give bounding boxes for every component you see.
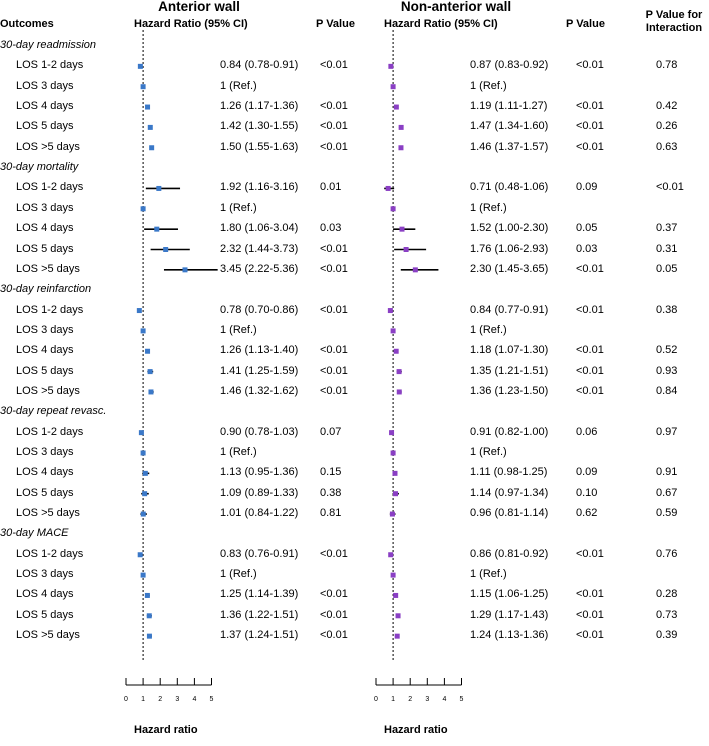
row-label: LOS 4 days [16, 588, 74, 601]
anterior-p-value: <0.01 [320, 344, 348, 357]
anterior-hr-text: 1.25 (1.14-1.39) [220, 588, 299, 601]
row-label: LOS 5 days [16, 486, 74, 499]
anterior-point-estimate [141, 328, 146, 333]
non-anterior-hr-text: 1.47 (1.34-1.60) [470, 120, 549, 133]
non-anterior-p-value: <0.01 [576, 547, 604, 560]
anterior-point-estimate [141, 84, 146, 89]
anterior-p-value: <0.01 [320, 384, 348, 397]
non-anterior-p-value: 0.06 [576, 425, 598, 438]
anterior-point-estimate [149, 145, 154, 150]
anterior-hr-text: 1.46 (1.32-1.62) [220, 384, 299, 397]
anterior-hr-text: 1.36 (1.22-1.51) [220, 608, 299, 621]
interaction-p-value: 0.78 [656, 59, 678, 72]
non-anterior-p-value: <0.01 [576, 588, 604, 601]
row-label: LOS >5 days [16, 384, 80, 397]
anterior-point-estimate [141, 573, 146, 578]
interaction-p-value: 0.67 [656, 486, 678, 499]
non-anterior-p-value: <0.01 [576, 629, 604, 642]
non-anterior-point-estimate [404, 247, 409, 252]
non-anterior-point-estimate [390, 512, 395, 517]
anterior-point-estimate [148, 389, 153, 394]
anterior-point-estimate [138, 552, 143, 557]
non-anterior-point-estimate [391, 451, 396, 456]
non-anterior-hr-text: 1.76 (1.06-2.93) [470, 242, 549, 255]
row-label: LOS >5 days [16, 629, 80, 642]
non-anterior-hr-text: 0.87 (0.83-0.92) [470, 59, 549, 72]
group-label: 30-day repeat revasc. [0, 405, 107, 418]
non-anterior-hr-text: 0.86 (0.81-0.92) [470, 547, 549, 560]
row-label: LOS 1-2 days [16, 303, 84, 316]
non-anterior-point-estimate [399, 227, 404, 232]
anterior-p-value: <0.01 [320, 629, 348, 642]
non-anterior-p-value: 0.09 [576, 466, 598, 479]
non-anterior-hr-text: 0.91 (0.82-1.00) [470, 425, 549, 438]
anterior-hr-text: 1 (Ref.) [220, 79, 257, 92]
non-anterior-x-tick-label: 0 [374, 696, 378, 703]
non-anterior-point-estimate [398, 145, 403, 150]
anterior-hr-text: 2.32 (1.44-3.73) [220, 242, 299, 255]
anterior-point-estimate [148, 125, 153, 130]
non-anterior-p-value: <0.01 [576, 120, 604, 133]
non-anterior-hr-text: 1.36 (1.23-1.50) [470, 384, 549, 397]
non-anterior-x-tick-label: 5 [459, 696, 464, 703]
non-anterior-hr-text: 0.71 (0.48-1.06) [470, 181, 549, 194]
anterior-hr-text: 1.92 (1.16-3.16) [220, 181, 299, 194]
non-anterior-hr-text: 1.15 (1.06-1.25) [470, 588, 549, 601]
non-anterior-hr-text: 1.18 (1.07-1.30) [470, 344, 549, 357]
group-label: 30-day readmission [0, 39, 96, 51]
non-anterior-p-value: <0.01 [576, 59, 604, 72]
non-anterior-hr-text: 1.29 (1.17-1.43) [470, 608, 549, 621]
non-anterior-hr-text: 0.96 (0.81-1.14) [470, 507, 549, 520]
anterior-hr-text: 1.42 (1.30-1.55) [220, 120, 299, 133]
row-label: LOS 5 days [16, 120, 74, 133]
non-anterior-p-value: <0.01 [576, 364, 604, 377]
anterior-point-estimate [141, 512, 146, 517]
anterior-hr-text: 1.13 (0.95-1.36) [220, 466, 299, 479]
row-label: LOS 1-2 days [16, 425, 84, 438]
non-anterior-hr-text: 1 (Ref.) [470, 79, 507, 92]
anterior-p-value: <0.01 [320, 100, 348, 113]
anterior-x-tick-label: 4 [192, 696, 197, 703]
interaction-p-value: 0.39 [656, 629, 678, 642]
non-anterior-point-estimate [391, 573, 396, 578]
interaction-p-value: 0.42 [656, 100, 678, 113]
anterior-hr-text: 1.26 (1.17-1.36) [220, 100, 299, 113]
anterior-point-estimate [156, 186, 161, 191]
anterior-p-value: <0.01 [320, 303, 348, 316]
anterior-hr-text: 0.83 (0.76-0.91) [220, 547, 299, 560]
row-label: LOS >5 days [16, 140, 80, 153]
non-anterior-point-estimate [391, 328, 396, 333]
anterior-hr-text: 1.50 (1.55-1.63) [220, 140, 299, 153]
non-anterior-hr-text: 1.14 (0.97-1.34) [470, 486, 549, 499]
non-anterior-point-estimate [399, 125, 404, 130]
non-anterior-point-estimate [391, 84, 396, 89]
anterior-x-tick-label: 5 [209, 696, 214, 703]
non-anterior-p-value: <0.01 [576, 262, 604, 275]
interaction-p-value: 0.52 [656, 344, 678, 357]
anterior-p-value: <0.01 [320, 120, 348, 133]
non-anterior-p-value: <0.01 [576, 100, 604, 113]
non-anterior-point-estimate [389, 430, 394, 435]
interaction-p-value: 0.84 [656, 384, 678, 397]
anterior-hr-text: 0.78 (0.70-0.86) [220, 303, 299, 316]
p-interaction-header-line2: Interaction [645, 22, 703, 34]
anterior-hr-text: 1 (Ref.) [220, 446, 257, 458]
non-anterior-point-estimate [393, 593, 398, 598]
anterior-p-value: 0.03 [320, 222, 342, 235]
anterior-hr-text: 1 (Ref.) [220, 568, 257, 581]
non-anterior-p-value: <0.01 [576, 384, 604, 397]
anterior-x-tick-label: 1 [141, 696, 146, 703]
non-anterior-p-value: 0.10 [576, 486, 598, 499]
anterior-x-tick-label: 0 [124, 696, 128, 703]
anterior-hr-text: 1 (Ref.) [220, 323, 257, 336]
anterior-hr-text: 0.90 (0.78-1.03) [220, 425, 299, 438]
anterior-p-value: <0.01 [320, 140, 348, 153]
non-anterior-hr-text: 1 (Ref.) [470, 201, 507, 214]
non-anterior-point-estimate [397, 369, 402, 374]
outcomes-header: Outcomes [0, 18, 54, 30]
interaction-p-value: 0.05 [656, 262, 678, 275]
interaction-p-value: 0.37 [656, 222, 678, 235]
interaction-p-value: 0.91 [656, 466, 678, 479]
anterior-point-estimate [145, 593, 150, 598]
non-anterior-point-estimate [388, 64, 393, 69]
anterior-hr-text: 1.01 (0.84-1.22) [220, 507, 299, 520]
non-anterior-point-estimate [391, 206, 396, 211]
interaction-p-value: 0.93 [656, 364, 678, 377]
non-anterior-hr-text: 1 (Ref.) [470, 323, 507, 336]
non-anterior-point-estimate [395, 634, 400, 639]
anterior-point-estimate [182, 267, 187, 272]
anterior-point-estimate [137, 308, 142, 313]
interaction-p-value: 0.63 [656, 140, 678, 153]
anterior-x-tick-label: 3 [175, 696, 180, 703]
non-anterior-hr-text: 1.52 (1.00-2.30) [470, 222, 549, 235]
row-label: LOS >5 days [16, 262, 80, 275]
row-label: LOS 3 days [16, 79, 74, 92]
anterior-point-estimate [138, 64, 143, 69]
hr-column-header-anterior: Hazard Ratio (95% CI) [134, 18, 248, 30]
anterior-p-value: <0.01 [320, 242, 348, 255]
anterior-hr-text: 1.80 (1.06-3.04) [220, 222, 299, 235]
p-interaction-header-line1: P Value for [645, 9, 703, 21]
anterior-hr-text: 1 (Ref.) [220, 201, 257, 214]
interaction-p-value: <0.01 [656, 181, 684, 194]
anterior-point-estimate [147, 613, 152, 618]
interaction-p-value: 0.76 [656, 547, 678, 560]
anterior-hr-text: 0.84 (0.78-0.91) [220, 59, 299, 72]
interaction-p-value: 0.28 [656, 588, 678, 601]
anterior-point-estimate [145, 349, 150, 354]
anterior-p-value: <0.01 [320, 588, 348, 601]
non-anterior-p-value: 0.09 [576, 181, 598, 194]
x-axis-label-non-anterior: Hazard ratio [384, 724, 448, 736]
non-anterior-p-value: 0.05 [576, 222, 598, 235]
non-anterior-point-estimate [413, 267, 418, 272]
row-label: LOS 3 days [16, 201, 74, 214]
anterior-point-estimate [143, 471, 148, 476]
anterior-hr-text: 1.26 (1.13-1.40) [220, 344, 299, 357]
non-anterior-x-tick-label: 1 [391, 696, 396, 703]
group-label: 30-day MACE [0, 527, 69, 540]
anterior-p-value: <0.01 [320, 262, 348, 275]
panel-title-non-anterior: Non-anterior wall [400, 0, 512, 14]
non-anterior-hr-text: 1 (Ref.) [470, 446, 507, 458]
non-anterior-x-tick-label: 3 [425, 696, 430, 703]
interaction-p-value: 0.31 [656, 242, 678, 255]
non-anterior-p-value: <0.01 [576, 303, 604, 316]
non-anterior-point-estimate [388, 308, 393, 313]
interaction-p-value: 0.73 [656, 608, 678, 621]
non-anterior-point-estimate [393, 491, 398, 496]
non-anterior-hr-text: 1.19 (1.11-1.27) [470, 100, 548, 113]
interaction-p-value: 0.97 [656, 425, 678, 438]
anterior-p-value: 0.07 [320, 425, 342, 438]
non-anterior-point-estimate [394, 105, 399, 110]
row-label: LOS 3 days [16, 568, 74, 581]
row-label: LOS 4 days [16, 466, 74, 479]
interaction-p-value: 0.59 [656, 507, 678, 520]
panel-title-anterior: Anterior wall [158, 0, 240, 14]
row-label: LOS 4 days [16, 100, 74, 113]
anterior-x-tick-label: 2 [158, 696, 163, 703]
anterior-point-estimate [142, 491, 147, 496]
row-label: LOS >5 days [16, 507, 80, 520]
anterior-p-value: <0.01 [320, 608, 348, 621]
row-label: LOS 4 days [16, 222, 74, 235]
interaction-p-value: 0.26 [656, 120, 678, 133]
non-anterior-x-tick-label: 4 [442, 696, 447, 703]
non-anterior-p-value: 0.62 [576, 507, 598, 520]
non-anterior-point-estimate [386, 186, 391, 191]
anterior-p-value: 0.38 [320, 486, 342, 499]
anterior-point-estimate [145, 105, 150, 110]
non-anterior-p-value: <0.01 [576, 344, 604, 357]
anterior-p-value: <0.01 [320, 364, 348, 377]
row-label: LOS 3 days [16, 446, 74, 458]
non-anterior-p-value: <0.01 [576, 608, 604, 621]
non-anterior-hr-text: 0.84 (0.77-0.91) [470, 303, 549, 316]
anterior-point-estimate [141, 206, 146, 211]
non-anterior-point-estimate [392, 471, 397, 476]
anterior-hr-text: 1.09 (0.89-1.33) [220, 486, 299, 499]
row-label: LOS 4 days [16, 344, 74, 357]
x-axis-label-anterior: Hazard ratio [134, 724, 198, 736]
row-label: LOS 5 days [16, 364, 74, 377]
anterior-hr-text: 1.37 (1.24-1.51) [220, 629, 299, 642]
anterior-point-estimate [154, 227, 159, 232]
anterior-p-value: <0.01 [320, 547, 348, 560]
anterior-p-value: <0.01 [320, 59, 348, 72]
anterior-hr-text: 1.41 (1.25-1.59) [220, 364, 299, 377]
row-label: LOS 1-2 days [16, 59, 84, 72]
non-anterior-x-tick-label: 2 [408, 696, 413, 703]
hr-column-header-non-anterior: Hazard Ratio (95% CI) [384, 18, 498, 30]
non-anterior-hr-text: 2.30 (1.45-3.65) [470, 262, 549, 275]
row-label: LOS 1-2 days [16, 547, 84, 560]
non-anterior-point-estimate [394, 349, 399, 354]
non-anterior-point-estimate [396, 613, 401, 618]
anterior-point-estimate [141, 451, 146, 456]
anterior-p-value: 0.15 [320, 466, 342, 479]
anterior-point-estimate [139, 430, 144, 435]
anterior-point-estimate [163, 247, 168, 252]
row-label: LOS 5 days [16, 608, 74, 621]
group-label: 30-day mortality [0, 161, 79, 174]
non-anterior-hr-text: 1.46 (1.37-1.57) [470, 140, 549, 153]
anterior-point-estimate [147, 634, 152, 639]
row-label: LOS 3 days [16, 323, 74, 336]
p-column-header-anterior: P Value [316, 18, 355, 30]
p-column-header-non-anterior: P Value [566, 18, 605, 30]
anterior-p-value: 0.01 [320, 181, 342, 194]
row-label: LOS 5 days [16, 242, 74, 255]
row-label: LOS 1-2 days [16, 181, 84, 194]
anterior-hr-text: 3.45 (2.22-5.36) [220, 262, 299, 275]
non-anterior-p-value: <0.01 [576, 140, 604, 153]
anterior-point-estimate [148, 369, 153, 374]
non-anterior-hr-text: 1.11 (0.98-1.25) [470, 466, 548, 479]
non-anterior-hr-text: 1 (Ref.) [470, 568, 507, 581]
group-label: 30-day reinfarction [0, 283, 92, 296]
non-anterior-hr-text: 1.35 (1.21-1.51) [470, 364, 549, 377]
interaction-p-value: 0.38 [656, 303, 678, 316]
non-anterior-point-estimate [388, 552, 393, 557]
non-anterior-p-value: 0.03 [576, 242, 598, 255]
anterior-p-value: 0.81 [320, 507, 342, 520]
non-anterior-point-estimate [397, 389, 402, 394]
non-anterior-hr-text: 1.24 (1.13-1.36) [470, 629, 549, 642]
